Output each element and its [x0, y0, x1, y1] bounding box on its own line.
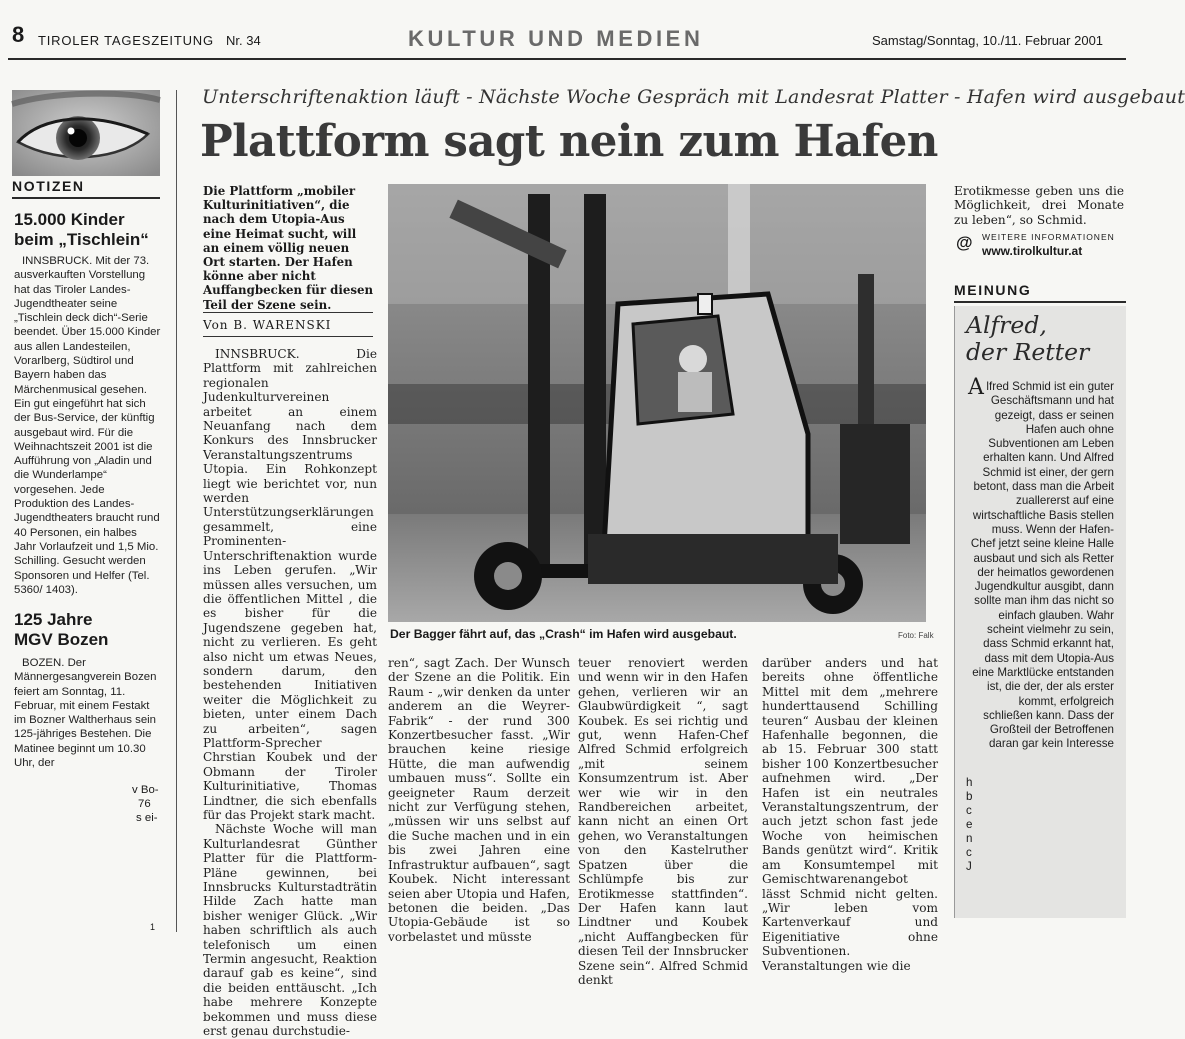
brief2-text: BOZEN. Der Männergesangverein Bozen feiert am Sonntag, 11. Februar, mit einem Festakt im Bozner Waltherhaus sein 125-jähriges Bestehen. Die Matinee beginnt um 10.30 Uhr, der: [14, 657, 157, 770]
opinion-text: [968, 375, 1114, 752]
lead-rule: [203, 312, 373, 313]
brief1-headline-line2: beim „Tischlein“: [14, 230, 149, 249]
brief1-text: INNSBRUCK. Mit der 73. ausverkauften Vorstellung hat das Tiroler Landes-Jugendtheater seine „Tischlein deck dich“-Serie beendet. Über 15.000 Kinder aus allen Landesteilen, Vorarlberg, Südtirol und Bayern haben das Märchenmusical gesehen. Ein gut eingeführt hat sich der Bus-Service, der künftig ausgebaut wird. Für die Weihnachtszeit 2001 ist die Aufführung von „Aladin und die Wunderlampe“ vorgesehen. Jede Produktion des Landes-Jugendtheaters braucht rund 40 Personen, ein halbes Jahr Vorlaufzeit und 1,5 Mio. Schilling. Gesucht werden Sponsoren und Helfer (Tel. 5360/ 1403).: [14, 255, 161, 596]
opinion-body: lfred Schmid ist ein guter Geschäftsmann und hat gezeigt, dass er seinen Hafen auch ohne Subventionen am Leben erhalten kann. Und Alfred Schmid ist einer, der gern betont, dass man die Arbeit zuallererst auf eine wirtschaftliche Basis stellen muss. Wenn der Hafen-Chef jetzt seine kleine Halle ausbaut und sich als Retter der heimatlos gewordenen Jugendkultur ausgibt, dann sollte man ihm das nicht so einfach glauben. Wahr scheint vielmehr zu sein, dass Schmid erkannt hat, dass mit dem Utopia-Aus eine Marktlücke entstanden ist, die der, der als erster kommt, erfolgreich schließen kann. Dass der Großteil der Betroffenen daran gar kein Interesse: [970, 380, 1114, 751]
byline-rule: [203, 336, 373, 337]
brief2-headline-line1: 125 Jahre: [14, 610, 93, 629]
article-lead: Die Plattform „mobiler Kulturinitiativen“, die nach dem Utopia-Aus eine Heimat sucht, will an einem völlig neuen Ort starten. Der Hafen könne aber nicht Auffangbecken für diesen Teil der Szene sein.: [203, 184, 374, 312]
opinion-dropcap: A: [968, 375, 984, 400]
meinung-label: MEINUNG: [954, 282, 1126, 303]
photo-credit: Foto: Falk: [898, 631, 934, 640]
article-column-3: teuer renoviert werden und wenn wir in den Hafen gehen, verlieren wir an Glaubwürdigkeit “, sagt Koubek. Es sei richtig und gut, wenn Hafen-Chef Alfred Schmid erfolgreich „mit seinem Konsumzentrum ist. Aber wer wie wir in den Randbereichen arbeitet, kann nicht an einen Ort gehen, wo Veranstaltungen von den Kastelruther Spatzen über die Schlümpfe bis zur Erotikmesse stattfinden“. Der Hafen kann laut Lindtner und Koubek „nicht Auffangbecken für diesen Teil der Innsbrucker Szene sein“. Alfred Schmid denkt: [578, 656, 748, 987]
forklift-photo: [388, 184, 926, 622]
column-divider: [176, 90, 177, 932]
article-headline: Plattform sagt nein zum Hafen: [200, 116, 938, 167]
cut-fragment: v Bo-: [132, 784, 159, 796]
at-icon: @: [956, 233, 973, 252]
photo-caption: Der Bagger fährt auf, das „Crash“ im Hafen wird ausgebaut.: [390, 627, 737, 641]
notizen-label: NOTIZEN: [12, 178, 160, 199]
masthead-rule: [8, 58, 1126, 60]
cut-fragment: 76: [138, 798, 151, 810]
opinion-cut-fragment: c: [966, 846, 972, 859]
opinion-cut-fragment: b: [966, 790, 973, 803]
opinion-cut-fragment: J: [966, 860, 972, 873]
issue-date: Samstag/Sonntag, 10./11. Februar 2001: [872, 33, 1104, 48]
cut-fragment: s ei-: [136, 812, 158, 824]
article-column-2: ren“, sagt Zach. Der Wunsch der Szene an die Politik. Ein Raum - „wir denken da unter anderem an die Weyrer-Fabrik“ - der rund 300 Konzertbesucher fasst. „Wir brauchen keine riesige Hütte, die man aufwendig umbauen muss“. Sollte ein geeigneter Raum derzeit nicht zur Verfügung stehen, „müssen wir uns selbst auf die Suche machen und in ein bis zwei Jahren eine Infrastruktur aufbauen“, sagt Koubek. Nicht interessant seien aber Utopia und Hafen, betonen die beiden. „Das Utopia-Gebäude ist so vorbelastet und müsste: [388, 656, 570, 944]
margin-mark: 1: [150, 922, 156, 932]
byline: Von B. WARENSKI: [203, 318, 332, 332]
article-kicker: Unterschriftenaktion läuft - Nächste Woche Gespräch mit Landesrat Platter - Hafen wird ausgebaut: [202, 86, 1185, 108]
newspaper-name: TIROLER TAGESZEITUNG: [38, 33, 214, 48]
eye-image: [12, 90, 160, 176]
opinion-title: [966, 312, 1089, 366]
info-url-link[interactable]: www.tirolkultur.at: [982, 244, 1083, 258]
opinion-cut-fragment: h: [966, 776, 973, 789]
info-label: WEITERE INFORMATIONEN: [982, 232, 1115, 242]
section-title: KULTUR UND MEDIEN: [408, 26, 704, 51]
opinion-cut-fragment: e: [966, 818, 973, 831]
brief2-headline-line2: MGV Bozen: [14, 630, 109, 649]
issue-number: Nr. 34: [226, 33, 261, 48]
column-1-paragraph-2: Nächste Woche will man Kulturlandesrat Günther Platter für die Plattform-Pläne gewinnen, bei Innsbrucks Kulturstadträtin Hilde Zach hatte man bisher weniger Glück. „Wir haben schriftlich als auch telefonisch um einen Termin angesucht, Reaktion darauf gab es keine“, sind die beiden enttäuscht. „Ich habe mehrere Konzepte bekommen und muss diese erst genau durchstudie-: [203, 822, 377, 1039]
brief2-headline: [14, 610, 160, 650]
opinion-cut-fragment: c: [966, 804, 972, 817]
column-1-paragraph-1: INNSBRUCK. Die Plattform mit zahlreichen regionalen Judenkulturvereinen arbeitet an einem Neuanfang nach dem Konkurs des Innsbrucker Veranstaltungszentrums Utopia. Ein Rohkonzept liegt wie berichtet vor, nun werden Unterstützungserklärungen gesammelt, eine Prominenten-Unterschriftenaktion wurde ins Leben gerufen. „Wir müssen alles versuchen, um die öffentlichen Mittel , die es bisher für die Jugendszene gegeben hat, nicht zu verlieren. Es geht also nicht um etwas Neues, sondern darum, den bestehenden Initiativen weiter die Möglichkeit zu bieten, unter einem Dach zu arbeiten“, sagen Plattform-Sprecher Chrstian Koubek und der Obmann der Tiroler Kulturinitiative, Thomas Lindtner, die sich ebenfalls für das Projekt stark macht.: [203, 347, 377, 822]
article-column-1: [203, 347, 377, 1039]
page-number: 8: [12, 22, 25, 47]
opinion-cut-fragment: n: [966, 832, 973, 845]
article-column-4: darüber anders und hat bereits ohne öffentliche Mittel mit dem „mehrere hunderttausend Schilling teuren“ Ausbau der kleinen Hafenhalle begonnen, die ab 15. Februar 300 statt bisher 100 Konzertbesucher aufnehmen wird. „Der Hafen ist ein neutrales Veranstaltungszentrum, der auch jetzt schon fast jede Woche von heimischen Bands genützt wird“. Kritik am Konsumtempel mit Gemischtwarenangebot lässt Schmid nicht gelten. „Wir leben vom Kartenverkauf und Eigenitiative ohne Subventionen. Veranstaltungen wie die: [762, 656, 938, 973]
brief1-headline: [14, 210, 160, 250]
opinion-title-line1: Alfred,: [966, 311, 1047, 339]
article-column-5: Erotikmesse geben uns die Möglichkeit, drei Monate zu leben“, so Schmid.: [954, 184, 1124, 227]
brief1-headline-line1: 15.000 Kinder: [14, 210, 125, 229]
opinion-title-line2: der Retter: [966, 338, 1090, 366]
